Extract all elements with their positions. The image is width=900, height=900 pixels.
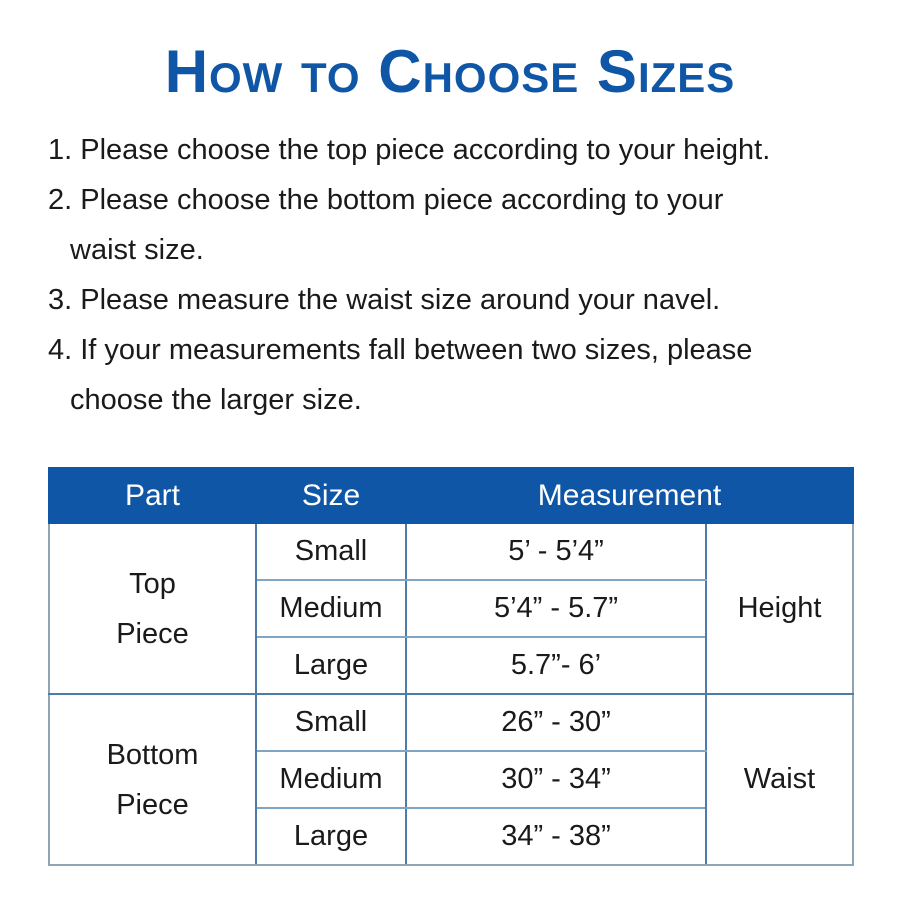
table-row-bottom-small <box>49 694 853 751</box>
instruction-4: 4. If your measurements fall between two sizes, please <box>48 334 753 366</box>
header-size: Size <box>256 468 406 523</box>
size-cell: Medium <box>256 580 406 637</box>
measurement-cell: 5’4” - 5.7” <box>406 580 706 637</box>
instruction-3: 3. Please measure the waist size around your navel. <box>48 284 721 316</box>
size-cell: Large <box>256 637 406 694</box>
instruction-4-continued: choose the larger size. <box>70 384 362 416</box>
dimension-cell-waist: Waist <box>706 694 853 865</box>
part-label-line: Piece <box>116 617 189 650</box>
table-row-top-small <box>49 523 853 580</box>
part-cell-bottom-piece <box>49 694 256 865</box>
size-chart-table <box>48 467 854 866</box>
header-part: Part <box>49 468 256 523</box>
dimension-cell-height: Height <box>706 523 853 694</box>
page-title: How to Choose Sizes <box>164 38 736 105</box>
part-cell-top-piece <box>49 523 256 694</box>
part-label-line: Piece <box>116 788 189 821</box>
part-label-line: Top <box>129 567 176 600</box>
part-label-line: Bottom <box>106 738 199 771</box>
measurement-cell: 5’ - 5’4” <box>406 523 706 580</box>
instruction-2-continued: waist size. <box>70 234 204 266</box>
size-cell: Small <box>256 694 406 751</box>
size-guide-page <box>0 40 900 900</box>
measurement-cell: 5.7”- 6’ <box>406 637 706 694</box>
size-cell: Medium <box>256 751 406 808</box>
measurement-cell: 34” - 38” <box>406 808 706 865</box>
instruction-1: 1. Please choose the top piece according to your height. <box>48 134 771 166</box>
measurement-cell: 26” - 30” <box>406 694 706 751</box>
measurement-cell: 30” - 34” <box>406 751 706 808</box>
size-cell: Small <box>256 523 406 580</box>
instruction-2: 2. Please choose the bottom piece according to your <box>48 184 724 216</box>
table-header-row <box>49 468 853 523</box>
size-cell: Large <box>256 808 406 865</box>
instructions-list <box>48 125 900 425</box>
header-measurement: Measurement <box>406 468 853 523</box>
